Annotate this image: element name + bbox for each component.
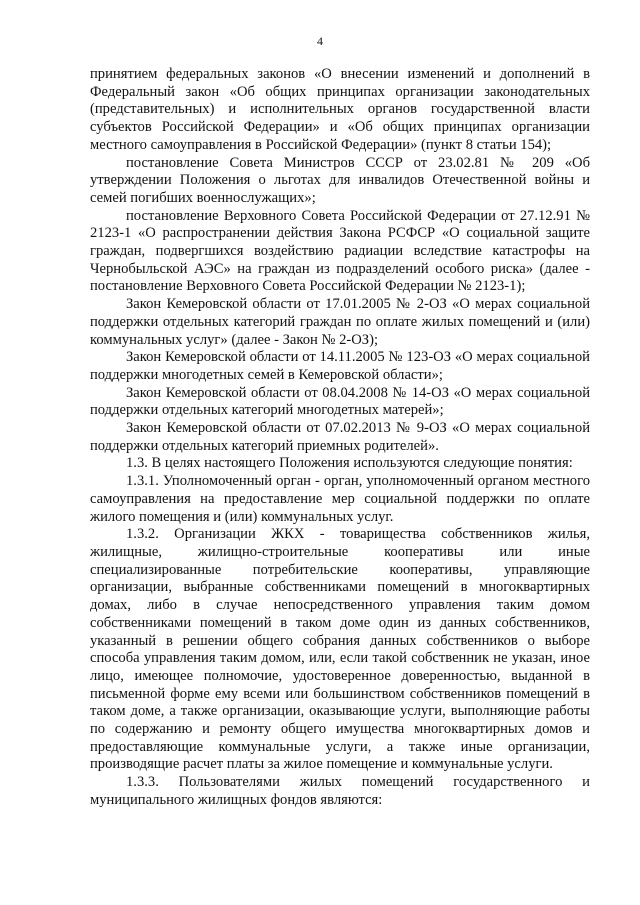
paragraph: принятием федеральных законов «О внесении изменений и дополнений в Федеральный закон «Об общих принципах организации законодательных (представительных) и исполнительных органов государственной власти субъектов Российской Федерации» и «Об общих принципах организации местного самоуправления в Российской Федерации» (пункт 8 статьи 154); xyxy=(90,66,590,153)
paragraph: постановление Верховного Совета Российской Федерации от 27.12.91 № 2123-1 «О распространении действия Закона РСФСР «О социальной защите граждан, подвергшихся воздействию радиации вследствие катастрофы на Чернобыльской АЭС» на граждан из подразделений особого риска» (далее - постановление Верховного Совета Российской Федерации № 2123-1); xyxy=(90,207,590,295)
paragraph: постановление Совета Министров СССР от 23.02.81 № 209 «Об утверждении Положения о льготах для инвалидов Отечественной войны и семей погибших военнослужащих»; xyxy=(90,154,590,206)
paragraph: Закон Кемеровской области от 17.01.2005 № 2-ОЗ «О мерах социальной поддержки отдельных категорий граждан по оплате жилых помещений и (или) коммунальных услуг» (далее - Закон № 2-ОЗ); xyxy=(90,296,590,348)
paragraph: 1.3.2. Организации ЖКХ - товарищества собственников жилья, жилищные, жилищно-строительные кооперативы или иные специализированные потребительские кооперативы, управляющие организации, выбранные собственниками помещений в многоквартирных домах, либо в случае непосредственного управления таким домом собственниками помещений в таком доме один из данных собственников, указанный в решении общего собрания данных собственников о выборе способа управления таким домом, или, если такой собственник не указан, иное лицо, имеющее полномочие, удостоверенное доверенностью, выданной в письменной форме ему всеми или большинством собственников помещений в таком доме, а также организации, оказывающие услуги, выполняющие работы по содержанию и ремонту общего имущества многоквартирных домов и предоставляющие коммунальные услуги, а также иные организации, производящие расчет платы за жилое помещение и коммунальные услуги. xyxy=(90,526,590,773)
paragraph: Закон Кемеровской области от 08.04.2008 № 14-ОЗ «О мерах социальной поддержки отдельных категорий многодетных матерей»; xyxy=(90,384,590,419)
paragraph: Закон Кемеровской области от 14.11.2005 № 123-ОЗ «О мерах социальной поддержки многодетных семей в Кемеровской области»; xyxy=(90,349,590,383)
page-number: 4 xyxy=(317,34,323,48)
paragraph: 1.3. В целях настоящего Положения используются следующие понятия: xyxy=(126,455,573,472)
document-body xyxy=(90,66,590,810)
paragraph: Закон Кемеровской области от 07.02.2013 № 9-ОЗ «О мерах социальной поддержки отдельных категорий приемных родителей». xyxy=(90,420,590,454)
paragraph: 1.3.3. Пользователями жилых помещений государственного и муниципального жилищных фондов являются: xyxy=(90,774,590,808)
paragraph: 1.3.1. Уполномоченный орган - орган, уполномоченный органом местного самоуправления на предоставление мер социальной поддержки по оплате жилого помещения и (или) коммунальных услуг. xyxy=(90,473,590,525)
